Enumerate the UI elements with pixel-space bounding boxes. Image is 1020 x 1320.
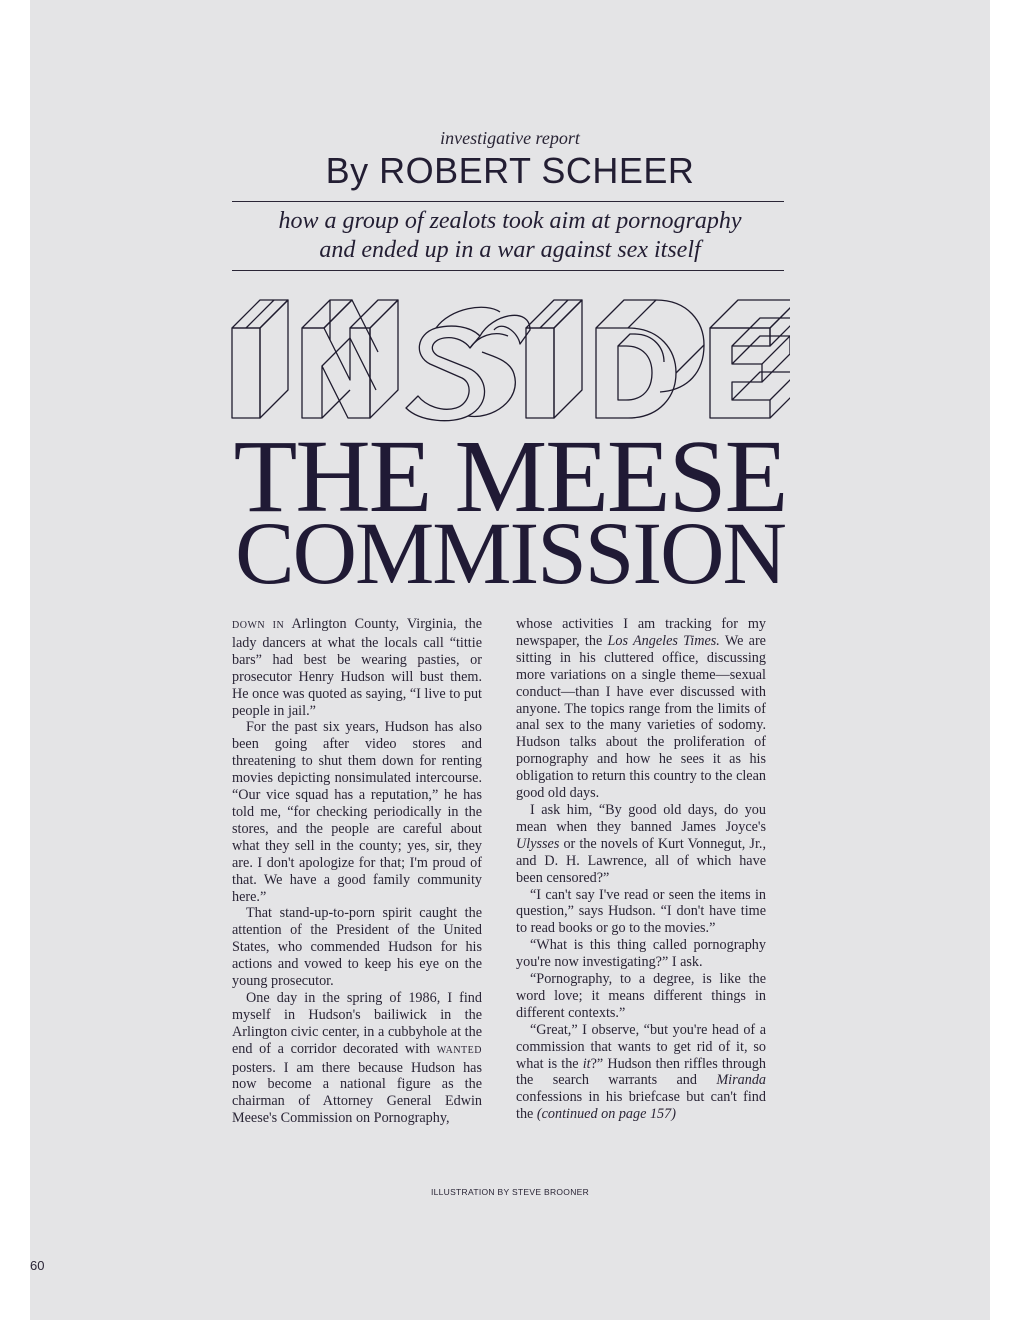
letter-n xyxy=(302,300,398,418)
paragraph: I ask him, “By good old days, do you mean when they banned James Joyce's Ulysses or the novels of Kurt Vonnegut, Jr., and D. H. Lawrence, all of which have been censored?” xyxy=(516,801,766,886)
paragraph: “Pornography, to a degree, is like the word love; it means different things in different contexts.” xyxy=(516,971,766,1021)
paragraph: whose activities I am tracking for my newspaper, the Los Angeles Times. We are sitting in his cluttered office, discussing more variations on a single theme—sexual conduct—than I have ever discussed with anyone. The topics range from the limits of anal sex to the many varieties of sodomy. Hudson talks about the proliferation of pornography and how he sees it as his obligation to return this country to the clean good old days. xyxy=(516,616,766,802)
paragraph: “I can't say I've read or seen the items in question,” says Hudson. “I don't have time to read books or go to the movies.” xyxy=(516,886,766,937)
letter-s xyxy=(406,307,530,420)
article-column-1 xyxy=(232,616,482,1127)
paragraph: For the past six years, Hudson has also been going after video stores and threatening to shut them down for renting movies depicting nonsimulated intercourse. “Our vice squad has a reputation,” he has told me, “for checking periodically in the stores, and the people are careful about what they sell in the county; yes, sir, they are. I don't apologize for that; I'm proud of that. We have a good family community here.” xyxy=(232,719,482,905)
headline-line-2: COMMISSION xyxy=(235,505,785,603)
divider-top xyxy=(232,201,784,202)
paragraph: One day in the spring of 1986, I find myself in Hudson's bailiwick in the Arlington civic center, in a cubbyhole at the end of a corridor decorated with WANTED posters. I am there because Hudson has now become a national figure as the chairman of Attorney General Edwin Meese's Commission on Pornography, xyxy=(232,989,482,1127)
inside-3d-lettering xyxy=(230,290,790,425)
continued-note: (continued on page 157) xyxy=(536,1106,676,1123)
divider-bottom xyxy=(232,270,784,271)
letter-e xyxy=(710,300,790,418)
headline-line-1: THE MEESE xyxy=(233,418,787,534)
dek-line-1: how a group of zealots took aim at pornography xyxy=(278,208,742,234)
dek xyxy=(0,207,1020,265)
paragraph: DOWN IN Arlington County, Virginia, the lady dancers at what the locals call “tittie bars” had best be wearing pasties, or prosecutor Henry Hudson will bust them. He once was quoted as saying, “I live to put people in jail.” xyxy=(232,616,482,719)
letter-i-1 xyxy=(232,300,288,418)
letter-i-2 xyxy=(526,300,582,418)
paragraph: “What is this thing called pornography you're now investigating?” I ask. xyxy=(516,937,766,971)
paragraph: “Great,” I observe, “but you're head of a commission that wants to get rid of it, so what is the it?” Hudson then riffles through the search warrants and Miranda confessions in his briefcase but can't find the (continued on page 157) xyxy=(516,1021,767,1123)
paragraph: That stand-up-to-porn spirit caught the attention of the President of the United States, who commended Hudson for his actions and vowed to keep his eye on the young prosecutor. xyxy=(232,905,482,990)
dek-line-2: and ended up in a war against sex itself xyxy=(319,237,701,263)
page-number: 60 xyxy=(30,1258,45,1273)
byline: By ROBERT SCHEER xyxy=(325,150,695,191)
magazine-page xyxy=(30,0,990,1320)
kicker: investigative report xyxy=(440,128,580,148)
letter-d xyxy=(596,300,704,418)
illustration-credit: ILLUSTRATION BY STEVE BROONER xyxy=(430,1187,590,1197)
article-column-2 xyxy=(516,616,766,1123)
